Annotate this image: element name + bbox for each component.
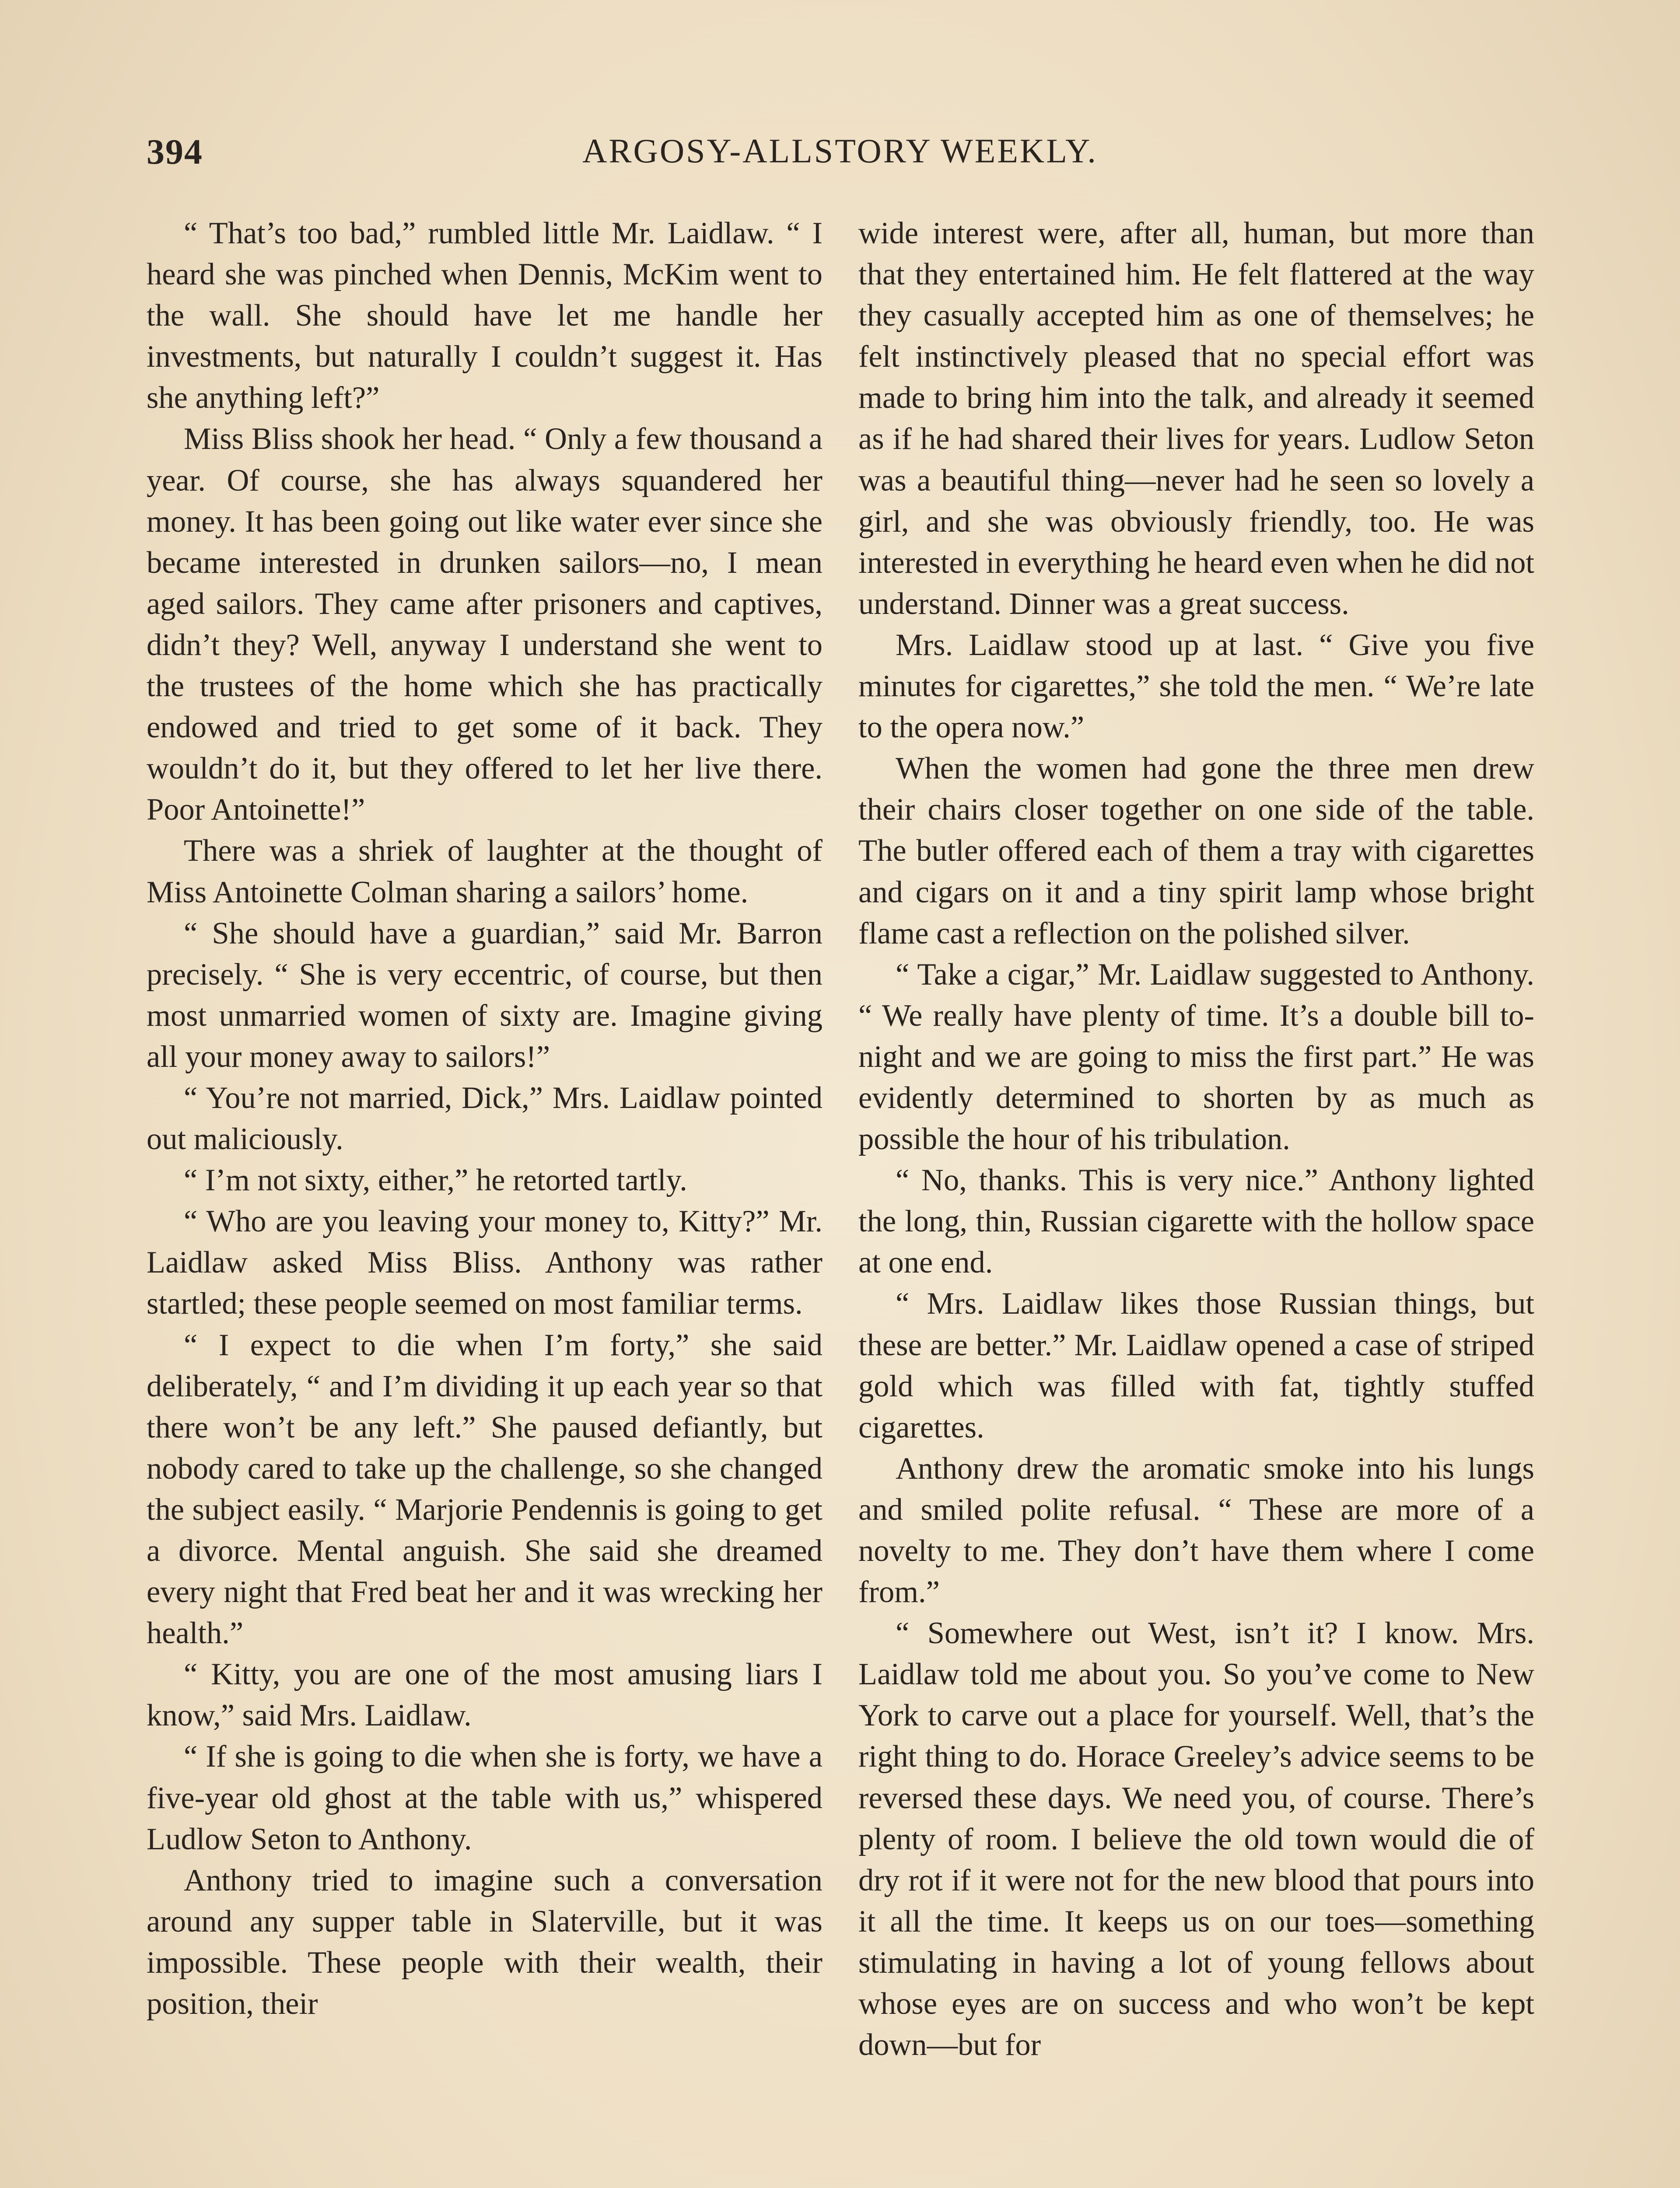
page-header	[147, 131, 1533, 179]
paragraph: “ Somewhere out West, isn’t it? I know. Mrs. Laidlaw told me about you. So you’ve come to New York to carve out a place for yourself. Well, that’s the right thing to do. Horace Greeley’s advice seems to be reversed these days. We need you, of course. There’s plenty of room. I believe the old town would die of dry rot if it were not for the new blood that pours into it all the time. It keeps us on our toes—something stimulating in having a lot of young fellows about whose eyes are on success and who won’t be kept down—but for	[858, 1616, 1534, 2062]
paragraph: “ That’s too bad,” rumbled little Mr. Laidlaw. “ I heard she was pinched when Dennis, McKim went to the wall. She should have let me handle her investments, but naturally I couldn’t suggest it. Has she anything left?”	[147, 216, 822, 415]
paragraph: Mrs. Laidlaw stood up at last. “ Give you five minutes for cigarettes,” she told the men. “ We’re late to the opera now.”	[858, 628, 1534, 745]
paragraph: “ Kitty, you are one of the most amusing liars I know,” said Mrs. Laidlaw.	[147, 1657, 822, 1733]
paragraph: “ You’re not married, Dick,” Mrs. Laidlaw pointed out maliciously.	[147, 1080, 822, 1157]
paragraph: “ I’m not sixty, either,” he retorted tartly.	[184, 1163, 687, 1198]
paragraph: “ Take a cigar,” Mr. Laidlaw suggested to Anthony. “ We really have plenty of time. It’s a double bill to-night and we are going to miss the first part.” He was evidently determined to shorten by as much as possible the hour of his tribulation.	[858, 957, 1534, 1157]
paragraph: Miss Bliss shook her head. “ Only a few thousand a year. Of course, she has always squandered her money. It has been going out like water ever since she became interested in drunken sailors—no, I mean aged sailors. They came after prisoners and captives, didn’t they? Well, anyway I understand she went to the trustees of the home which she has practically endowed and tried to get some of it back. They wouldn’t do it, but they offered to let her live there. Poor Antoinette!”	[147, 422, 822, 827]
paragraph: “ She should have a guardian,” said Mr. Barron precisely. “ She is very eccentric, of course, but then most unmarried women of sixty are. Imagine giving all your money away to sailors!”	[147, 916, 822, 1074]
running-title: ARGOSY-ALLSTORY WEEKLY.	[582, 132, 1098, 170]
paragraph: There was a shriek of laughter at the thought of Miss Antoinette Colman sharing a sailors’ home.	[147, 834, 822, 909]
paragraph: Anthony tried to imagine such a conversation around any supper table in Slaterville, but it was impossible. These people with their wealth, their position, their	[147, 1863, 822, 2021]
paragraph: “ I expect to die when I’m forty,” she said deliberately, “ and I’m dividing it up each year so that there won’t be any left.” She paused defiantly, but nobody cared to take up the challenge, so she changed the subject easily. “ Marjorie Pendennis is going to get a divorce. Mental anguish. She said she dreamed every night that Fred beat her and it was wrecking her health.”	[147, 1328, 822, 1651]
paragraph: “ Mrs. Laidlaw likes those Russian things, but these are better.” Mr. Laidlaw opened a case of striped gold which was filled with fat, tightly stuffed cigarettes.	[858, 1287, 1534, 1445]
page-number: 394	[147, 132, 203, 172]
paragraph: Anthony drew the aromatic smoke into his lungs and smiled polite refusal. “ These are more of a novelty to me. They don’t have them where I come from.”	[858, 1451, 1534, 1609]
paragraph: “ No, thanks. This is very nice.” Anthony lighted the long, thin, Russian cigarette with the hollow space at one end.	[858, 1163, 1534, 1280]
left-column	[147, 213, 822, 2024]
paragraph: “ If she is going to die when she is forty, we have a five-year old ghost at the table with us,” whispered Ludlow Seton to Anthony.	[147, 1739, 822, 1856]
paragraph: “ Who are you leaving your money to, Kitty?” Mr. Laidlaw asked Miss Bliss. Anthony was rather startled; these people seemed on most familiar terms.	[147, 1204, 822, 1321]
right-column	[858, 213, 1534, 2065]
paragraph-continued: wide interest were, after all, human, but more than that they entertained him. He felt flattered at the way they casually accepted him as one of themselves; he felt instinctively pleased that no special effort was made to bring him into the talk, and already it seemed as if he had shared their lives for years. Ludlow Seton was a beautiful thing—never had he seen so lovely a girl, and she was obviously friendly, too. He was interested in everything he heard even when he did not understand. Dinner was a great success.	[858, 216, 1534, 621]
paragraph: When the women had gone the three men drew their chairs closer together on one side of the table. The butler offered each of them a tray with cigarettes and cigars on it and a tiny spirit lamp whose bright flame cast a reflection on the polished silver.	[858, 751, 1534, 950]
